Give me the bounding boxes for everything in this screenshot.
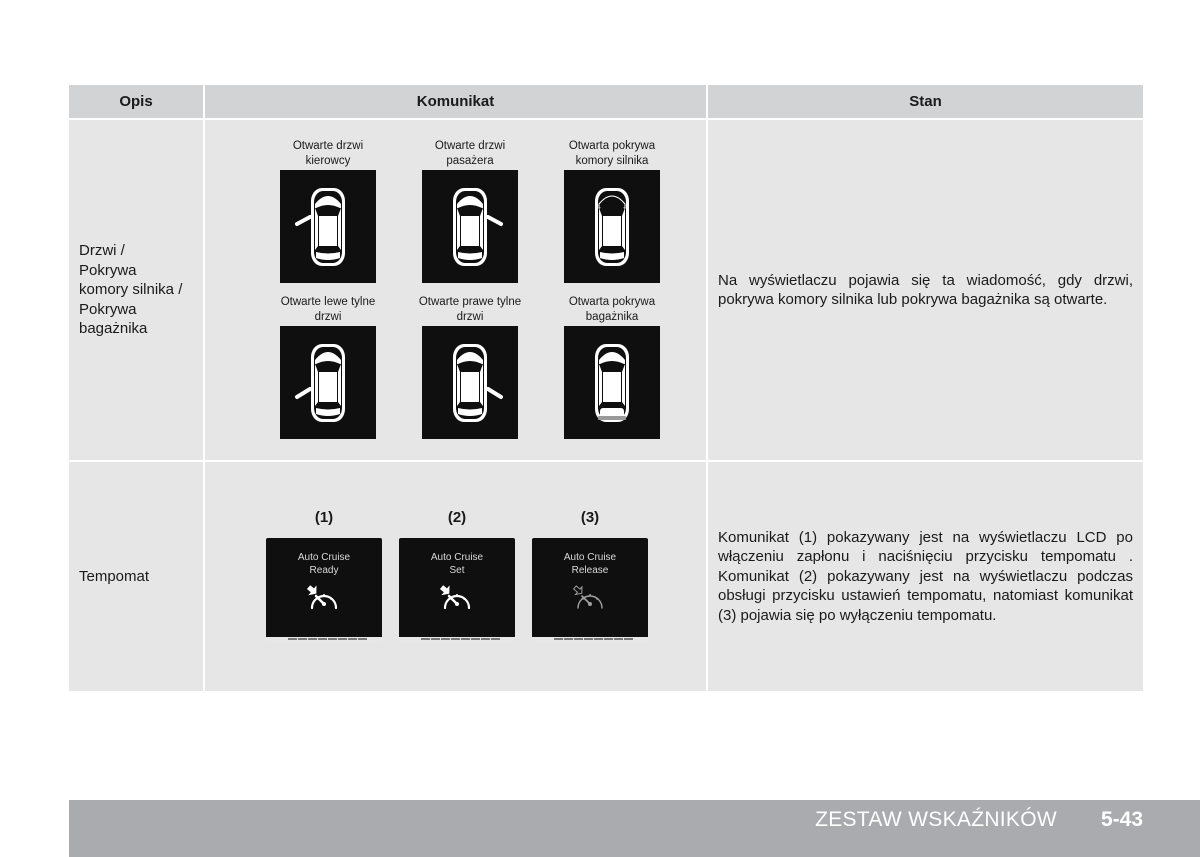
row-cruise-status-text: Komunikat (1) pokazywany jest na wyświetlaczu LCD po włączeniu zapłonu i naciśnięciu przycisku tempomatu . Komunikat (2) pokazywany jest na wyświetlaczu podczas obsługi przycisku ustawień tempomatu, natomiast komunikat (3) pojawia się po wyłączeniu tempomatu. <box>718 528 1133 624</box>
cruise-message-number: (2) <box>447 509 467 526</box>
header-opis-label: Opis <box>119 93 153 110</box>
car-rear-left-door-open-icon <box>280 326 376 439</box>
door-message-passenger <box>410 139 530 283</box>
cruise-message-set <box>398 508 516 641</box>
car-driver-door-open-icon <box>280 170 376 283</box>
row-doors-status <box>708 120 1143 462</box>
page-footer <box>69 800 1200 857</box>
header-stan <box>708 85 1143 120</box>
indicator-table <box>69 85 1143 691</box>
row-cruise-description-text: Tempomat <box>79 567 150 585</box>
row-cruise-description <box>69 462 205 691</box>
row-doors-description-text: Drzwi / Pokrywa komory silnika / Pokrywa bagażnika <box>79 242 183 338</box>
section-title: ZESTAW WSKAŹNIKÓW <box>815 808 1057 831</box>
cruise-display-bar <box>266 637 382 641</box>
cruise-display <box>399 538 515 641</box>
door-message-hood <box>552 139 672 283</box>
cruise-message-release <box>531 508 649 641</box>
header-stan-label: Stan <box>909 93 942 110</box>
cruise-display-text: Auto Cruise Release <box>563 552 617 576</box>
door-message-label: Otwarta pokrywa komory silnika <box>568 140 656 167</box>
car-hood-open-icon <box>564 170 660 283</box>
cruise-display-bar <box>532 637 648 641</box>
cruise-display-text: Auto Cruise Set <box>430 552 484 576</box>
header-komunikat <box>205 85 708 120</box>
door-message-rear-right <box>410 295 530 439</box>
header-komunikat-label: Komunikat <box>416 93 495 110</box>
row-cruise-messages <box>205 462 708 691</box>
door-message-trunk <box>552 295 672 439</box>
door-message-rear-left <box>268 295 388 439</box>
row-doors-messages <box>205 120 708 462</box>
car-passenger-door-open-icon <box>422 170 518 283</box>
door-message-label: Otwarte prawe tylne drzwi <box>418 296 522 323</box>
cruise-display-text: Auto Cruise Ready <box>297 552 351 576</box>
car-rear-right-door-open-icon <box>422 326 518 439</box>
cruise-display <box>532 538 648 641</box>
door-message-label: Otwarte drzwi pasażera <box>434 140 506 167</box>
cruise-display-bar <box>399 637 515 641</box>
header-opis <box>69 85 205 120</box>
cruise-display <box>266 538 382 641</box>
row-cruise-status <box>708 462 1143 691</box>
row-doors-status-text: Na wyświetlaczu pojawia się ta wiadomość, gdy drzwi, pokrywa komory silnika lub pokrywa bagażnika są otwarte. <box>718 271 1133 308</box>
door-message-label: Otwarta pokrywa bagażnika <box>568 296 656 323</box>
row-doors-description <box>69 120 205 462</box>
cruise-message-number: (3) <box>580 509 600 526</box>
door-message-label: Otwarte lewe tylne drzwi <box>280 296 376 323</box>
cruise-message-number: (1) <box>314 509 334 526</box>
door-message-label: Otwarte drzwi kierowcy <box>292 140 364 167</box>
cruise-message-ready <box>265 508 383 641</box>
door-message-driver <box>268 139 388 283</box>
car-trunk-open-icon <box>564 326 660 439</box>
page-number: 5-43 <box>1100 808 1143 831</box>
